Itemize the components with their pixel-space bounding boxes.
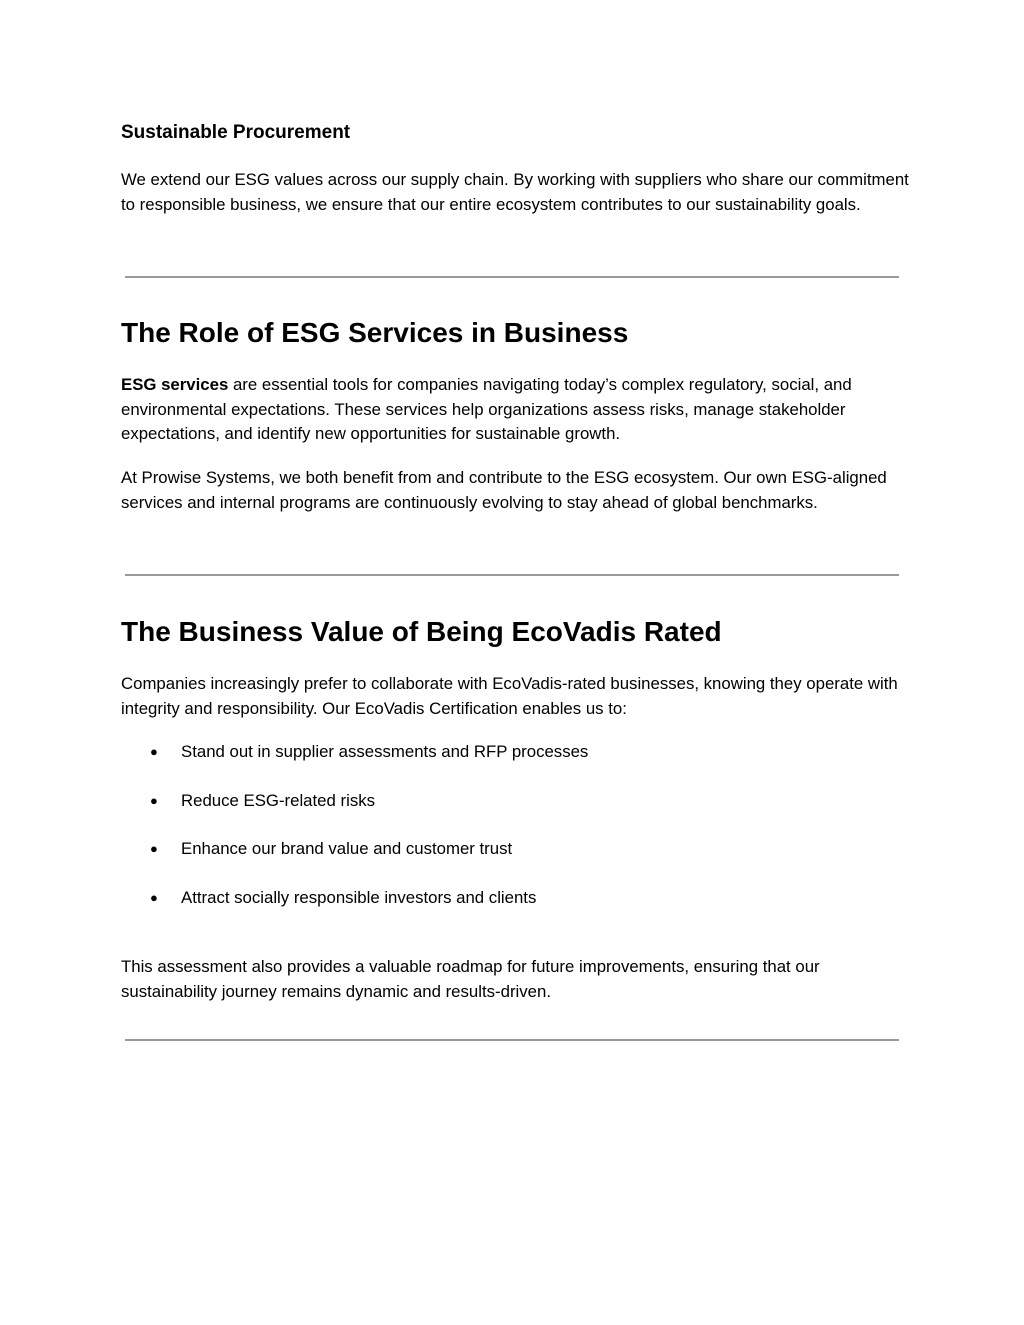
- bullet-icon: ●: [150, 792, 158, 808]
- horizontal-divider: [125, 1039, 899, 1041]
- bullet-icon: ●: [150, 841, 158, 857]
- paragraph-esg-services: [121, 373, 911, 447]
- list-item-text: Enhance our brand value and customer trust: [181, 839, 513, 859]
- list-item: [150, 837, 890, 861]
- bullet-icon: ●: [150, 889, 158, 905]
- ecovadis-benefits-list: [150, 740, 890, 934]
- esg-services-bold-term: ESG services: [121, 375, 229, 394]
- list-item: [150, 740, 890, 764]
- section-heading-role-of-esg: The Role of ESG Services in Business: [121, 317, 629, 348]
- bullet-icon: ●: [150, 744, 158, 759]
- paragraph-ecovadis-intro: Companies increasingly prefer to collaborate with EcoVadis-rated businesses, knowing they operate with integrity and responsibility. Our EcoVadis Certification enables us to:: [121, 674, 898, 718]
- paragraph-prowise-systems: At Prowise Systems, we both benefit from and contribute to the ESG ecosystem. Our own ESG-aligned services and internal programs are continuously evolving to stay ahead of global benchmarks.: [121, 468, 887, 512]
- list-item-text: Attract socially responsible investors and clients: [181, 887, 537, 907]
- horizontal-divider: [125, 574, 899, 576]
- paragraph-ecovadis-closing: This assessment also provides a valuable roadmap for future improvements, ensuring that our sustainability journey remains dynamic and results-driven.: [121, 957, 820, 1001]
- paragraph-sustainable-procurement: We extend our ESG values across our supply chain. By working with suppliers who share our commitment to responsible business, we ensure that our entire ecosystem contributes to our sustainability goals.: [121, 170, 909, 214]
- section-heading-ecovadis-value: The Business Value of Being EcoVadis Rated: [121, 616, 722, 647]
- horizontal-divider: [125, 276, 899, 278]
- esg-services-description: are essential tools for companies navigating today’s complex regulatory, social, and environmental expectations. These services help organizations assess risks, manage stakeholder expectations, and identify new opportunities for sustainable growth.: [121, 375, 852, 443]
- section-heading-sustainable-procurement: Sustainable Procurement: [121, 122, 351, 143]
- list-item-text: Reduce ESG-related risks: [181, 790, 375, 810]
- list-item: [150, 789, 890, 813]
- list-item-text: Stand out in supplier assessments and RFP processes: [181, 742, 589, 761]
- list-item: [150, 886, 890, 910]
